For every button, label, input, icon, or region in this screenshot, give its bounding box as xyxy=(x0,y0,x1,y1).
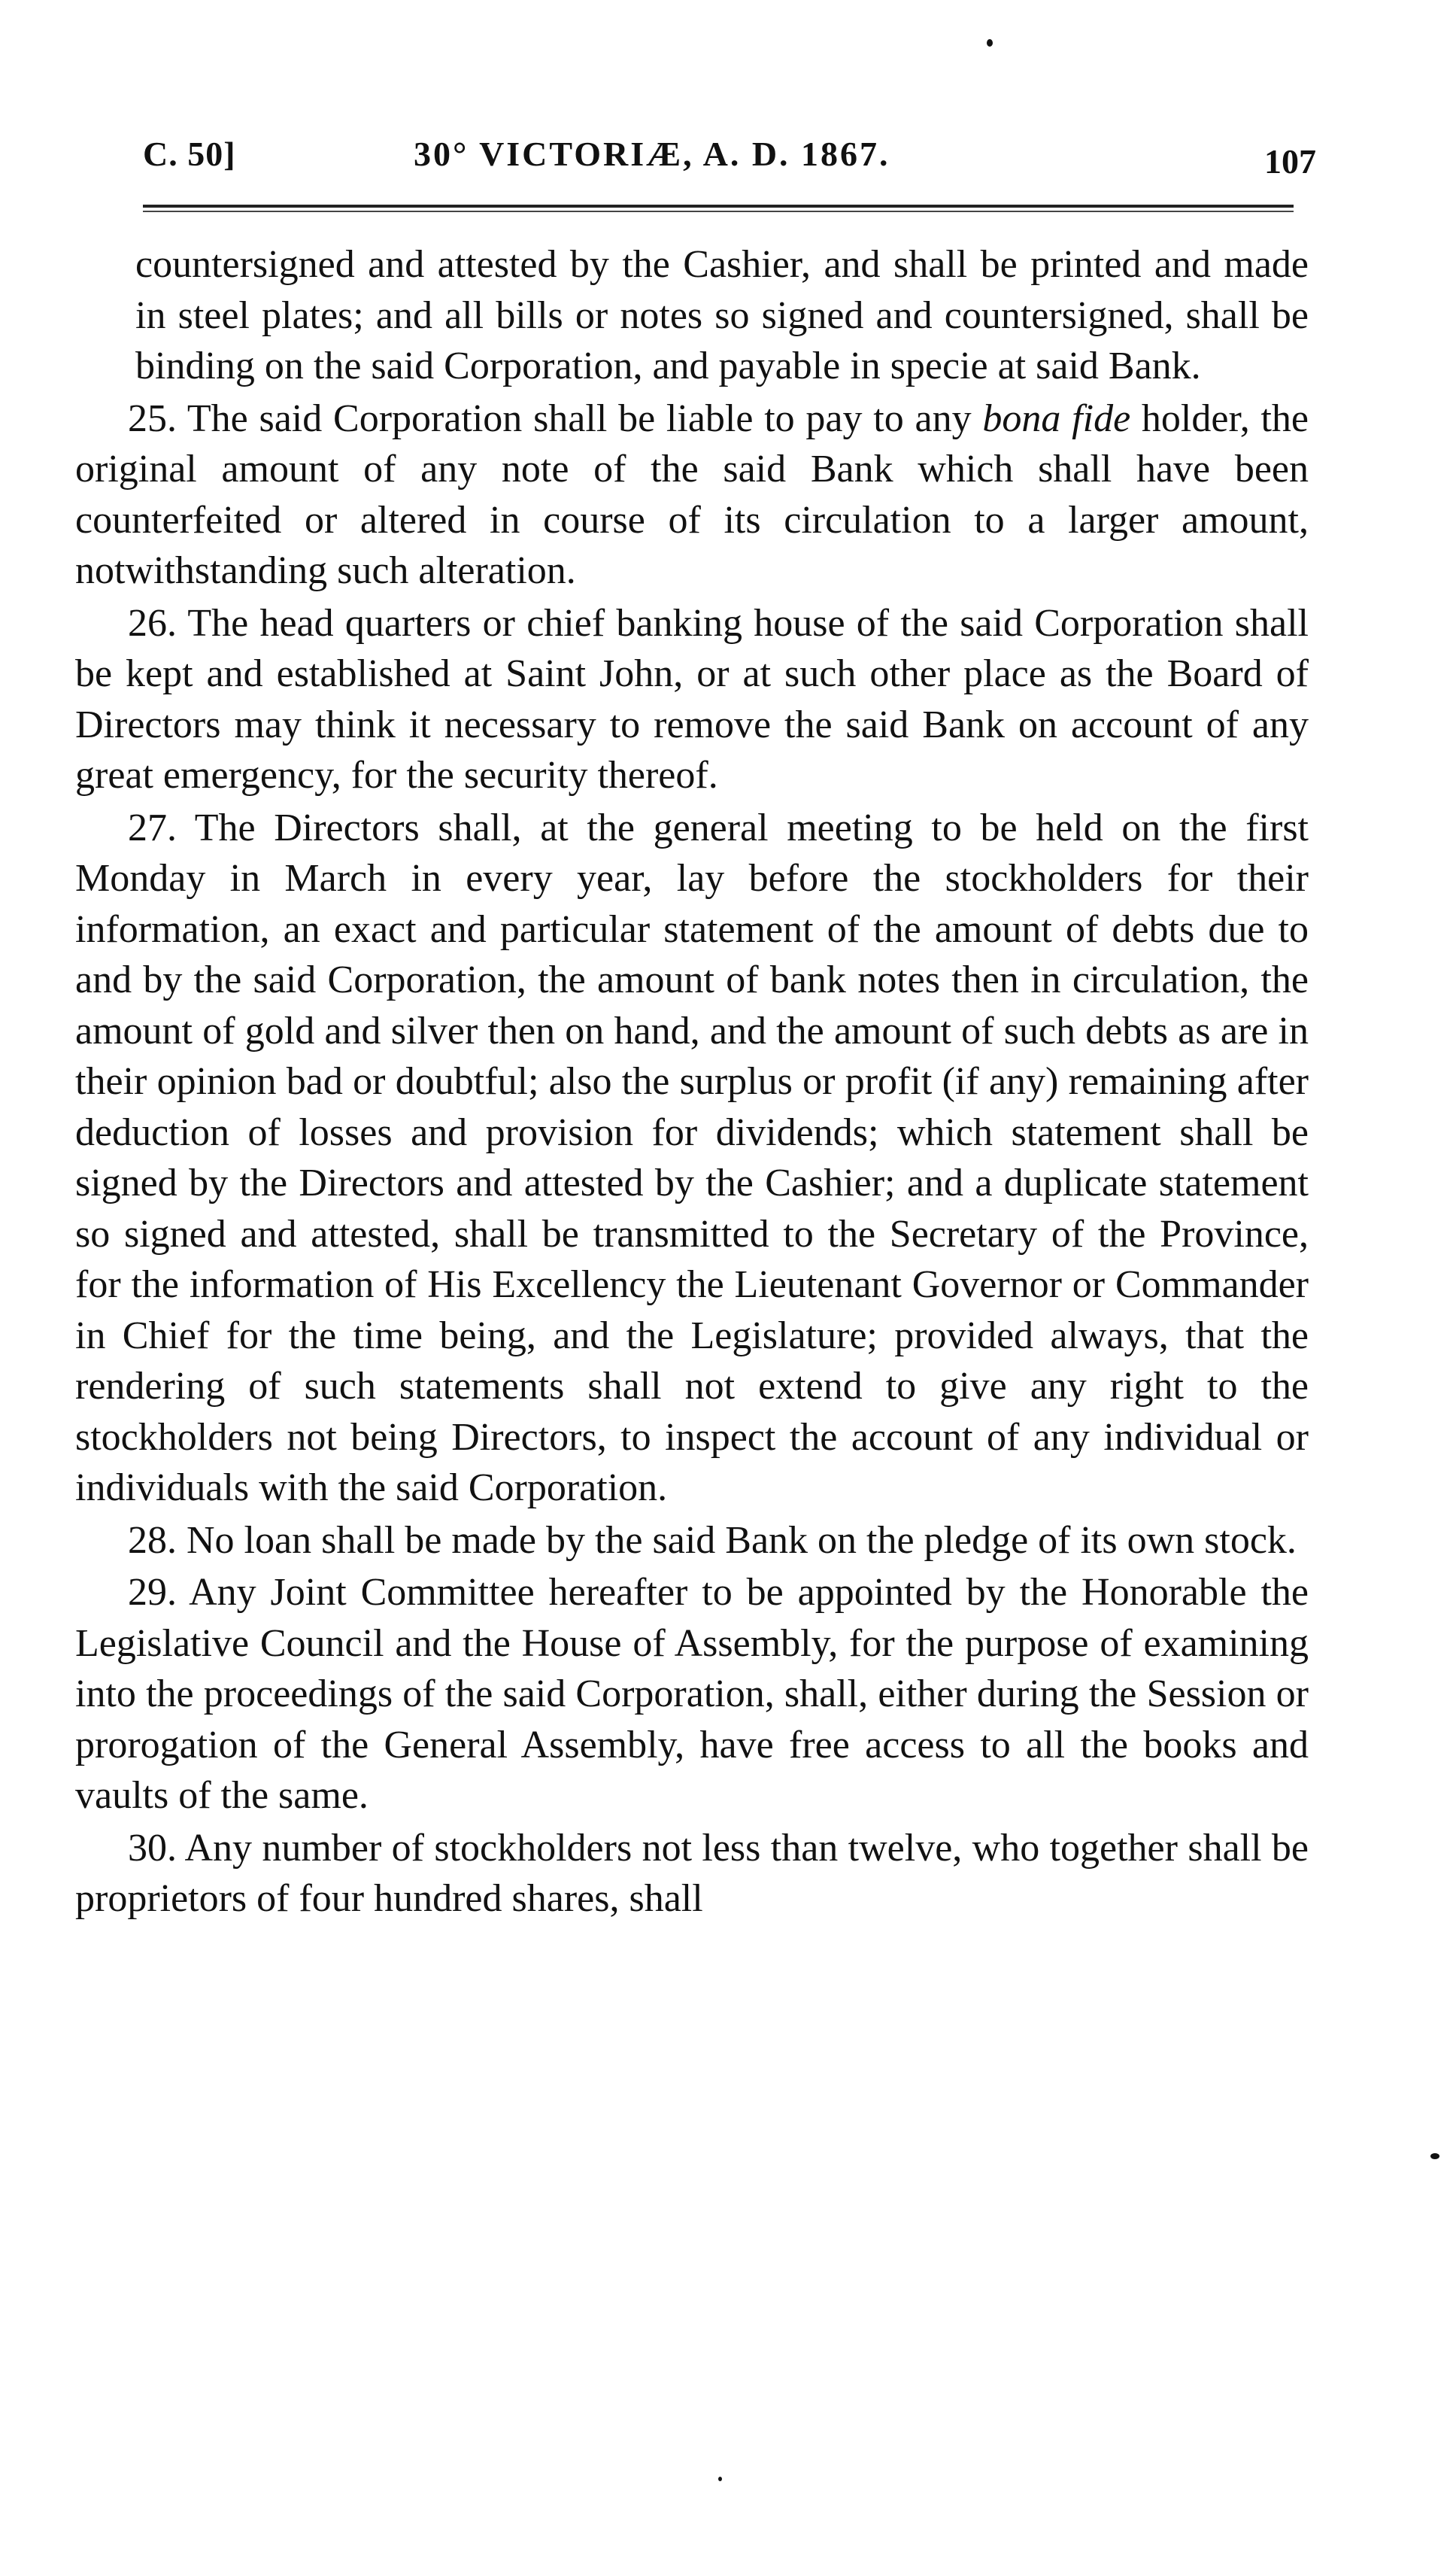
paragraph-continuation: countersigned and attested by the Cashier, and shall be printed and made in steel plates; and all bills or notes so signed and countersigned, shall be binding on the said Corporation, and payable in specie at said Bank. xyxy=(135,243,1309,387)
ink-speck xyxy=(1430,2153,1439,2159)
header-rule-thin xyxy=(143,211,1294,212)
running-title: 30° VICTORIÆ, A. D. 1867. xyxy=(414,135,890,173)
ink-speck xyxy=(987,39,993,47)
section-27: 27. The Directors shall, at the general meeting to be held on the first Monday in March in every year, lay before the stockholders for their information, an exact and particular statement of the amount of debts due to and by the said Corporation, the amount of bank notes then in circulation, the amount of gold and silver then on hand, and the amount of such debts as are in their opinion bad or doubtful; also the surplus or profit (if any) remaining after deduction of losses and provision for dividends; which statement shall be signed by the Directors and attested by the Cashier; and a duplicate statement so signed and attested, shall be transmitted to the Secretary of the Province, for the information of His Excellency the Lieutenant Governor or Commander in Chief for the time being, and the Legislature; provided always, that the rendering of such statements shall not extend to give any right to the stockholders not being Directors, to inspect the account of any individual or individuals with the said Corporation. xyxy=(75,806,1309,1509)
header-rule xyxy=(143,205,1294,208)
italic-phrase: bona fide xyxy=(982,396,1131,440)
section-25: 25. The said Corporation shall be liable to pay to any bona fide holder, the original amount of any note of the said Bank which shall have been counterfeited or altered in course of its circulation to a larger amount, notwithstanding such alteration. xyxy=(75,396,1309,592)
ink-speck xyxy=(718,2477,722,2481)
section-30: 30. Any number of stockholders not less than twelve, who together shall be proprietors of four hundred shares, shall xyxy=(75,1826,1309,1920)
body-text xyxy=(75,239,1309,2496)
section-29: 29. Any Joint Committee hereafter to be appointed by the Honorable the Legislative Council and the House of Assembly, for the purpose of examining into the proceedings of the said Corporation, shall, either during the Session or prorogation of the General Assembly, have free access to all the books and vaults of the same. xyxy=(75,1571,1309,1817)
section-28: 28. No loan shall be made by the said Bank on the pledge of its own stock. xyxy=(128,1518,1297,1562)
page-number: 107 xyxy=(1264,142,1316,181)
page-header xyxy=(143,134,1316,205)
chapter-reference: C. 50] xyxy=(143,135,236,173)
section-26: 26. The head quarters or chief banking house of the said Corporation shall be kept and established at Saint John, or at such other place as the Board of Directors may think it necessary to remove the said Bank on account of any great emergency, for the security thereof. xyxy=(75,601,1309,797)
